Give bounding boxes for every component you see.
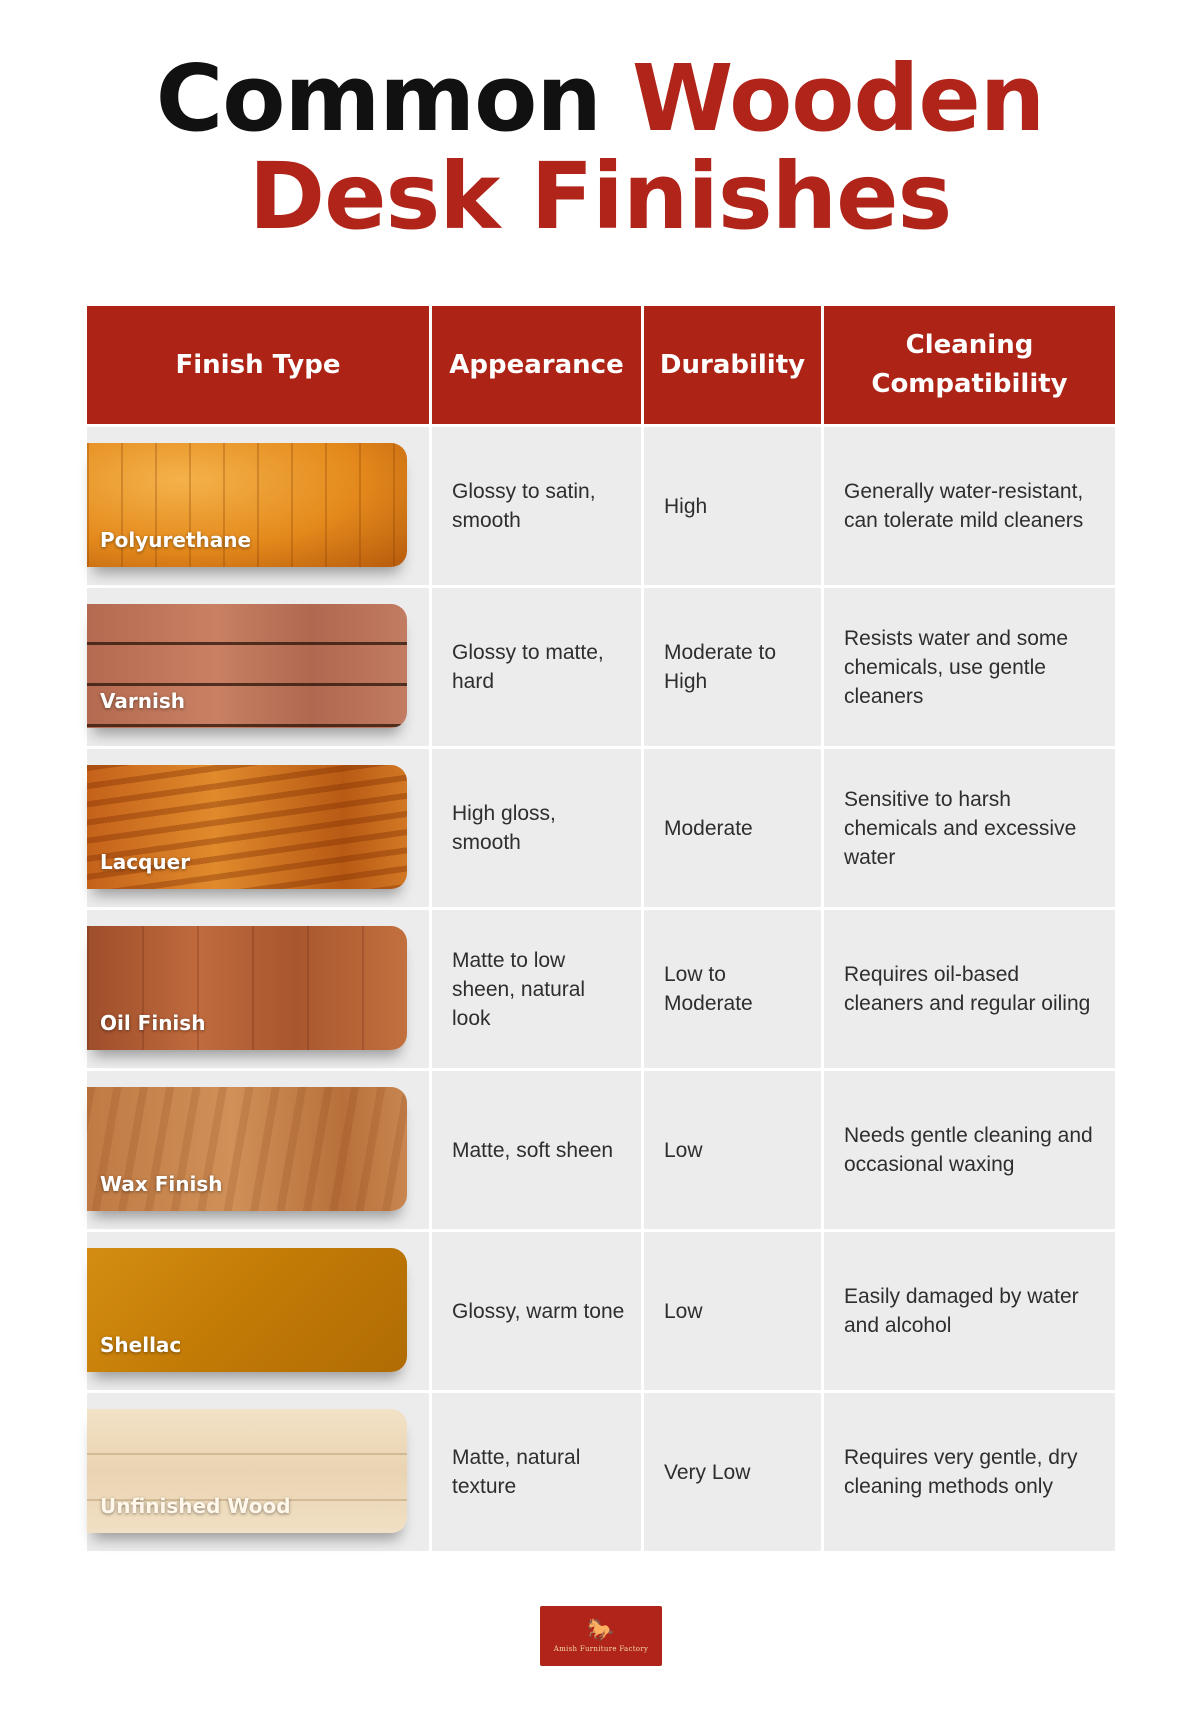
lacquer-swatch <box>87 765 407 889</box>
table-row <box>87 749 1115 907</box>
appearance-cell: Matte, natural texture <box>432 1393 644 1551</box>
header-durability: Durability <box>644 306 824 424</box>
finish-name: Polyurethane <box>100 528 252 552</box>
header-finish-type: Finish Type <box>87 306 432 424</box>
table-row <box>87 1393 1115 1551</box>
finish-name: Oil Finish <box>100 1011 206 1035</box>
table-row <box>87 427 1115 585</box>
header-cleaning-line2: Compatibility <box>871 369 1068 399</box>
table-header <box>87 306 1115 424</box>
appearance-cell: High gloss, smooth <box>432 749 644 907</box>
finish-swatch-cell <box>87 1393 432 1551</box>
durability-cell: Moderate to High <box>644 588 824 746</box>
finish-swatch-cell <box>87 1232 432 1390</box>
header-appearance: Appearance <box>432 306 644 424</box>
finish-swatch-cell <box>87 588 432 746</box>
finish-swatch-cell <box>87 749 432 907</box>
unfinished-wood-swatch <box>87 1409 407 1533</box>
logo-text: Amish Furniture Factory <box>553 1645 649 1653</box>
wax-finish-swatch <box>87 1087 407 1211</box>
horse-buggy-icon: 🐎 <box>587 1617 615 1642</box>
cleaning-cell: Needs gentle cleaning and occasional waxing <box>824 1071 1115 1229</box>
appearance-cell: Glossy, warm tone <box>432 1232 644 1390</box>
durability-cell: Low <box>644 1071 824 1229</box>
appearance-cell: Matte, soft sheen <box>432 1071 644 1229</box>
cleaning-cell: Generally water-resistant, can tolerate mild cleaners <box>824 427 1115 585</box>
polyurethane-swatch <box>87 443 407 567</box>
cleaning-cell: Requires very gentle, dry cleaning methods only <box>824 1393 1115 1551</box>
durability-cell: High <box>644 427 824 585</box>
title-word-common: Common <box>155 45 601 152</box>
title-line-2: Desk Finishes <box>248 143 952 250</box>
cleaning-cell: Requires oil-based cleaners and regular oiling <box>824 910 1115 1068</box>
appearance-cell: Glossy to satin, smooth <box>432 427 644 585</box>
durability-cell: Very Low <box>644 1393 824 1551</box>
title-word-wooden: Wooden <box>631 45 1045 152</box>
durability-cell: Low to Moderate <box>644 910 824 1068</box>
shellac-swatch <box>87 1248 407 1372</box>
appearance-cell: Matte to low sheen, natural look <box>432 910 644 1068</box>
finish-name: Lacquer <box>100 850 191 874</box>
cleaning-cell: Sensitive to harsh chemicals and excessive water <box>824 749 1115 907</box>
finish-name: Shellac <box>100 1333 182 1357</box>
finish-name: Wax Finish <box>100 1172 223 1196</box>
appearance-cell: Glossy to matte, hard <box>432 588 644 746</box>
table-row <box>87 910 1115 1068</box>
finish-swatch-cell <box>87 910 432 1068</box>
header-cleaning-line1: Cleaning <box>905 330 1034 360</box>
cleaning-cell: Easily damaged by water and alcohol <box>824 1232 1115 1390</box>
table-row <box>87 588 1115 746</box>
finishes-table <box>87 306 1115 1551</box>
durability-cell: Moderate <box>644 749 824 907</box>
durability-cell: Low <box>644 1232 824 1390</box>
varnish-swatch <box>87 604 407 728</box>
header-cleaning-compatibility <box>824 306 1115 424</box>
page-title <box>0 45 1200 250</box>
finish-name: Varnish <box>100 689 185 713</box>
finish-name: Unfinished Wood <box>100 1494 291 1518</box>
table-row <box>87 1232 1115 1390</box>
cleaning-cell: Resists water and some chemicals, use gentle cleaners <box>824 588 1115 746</box>
finish-swatch-cell <box>87 427 432 585</box>
finish-swatch-cell <box>87 1071 432 1229</box>
table-row <box>87 1071 1115 1229</box>
oil-finish-swatch <box>87 926 407 1050</box>
brand-logo <box>540 1606 662 1666</box>
